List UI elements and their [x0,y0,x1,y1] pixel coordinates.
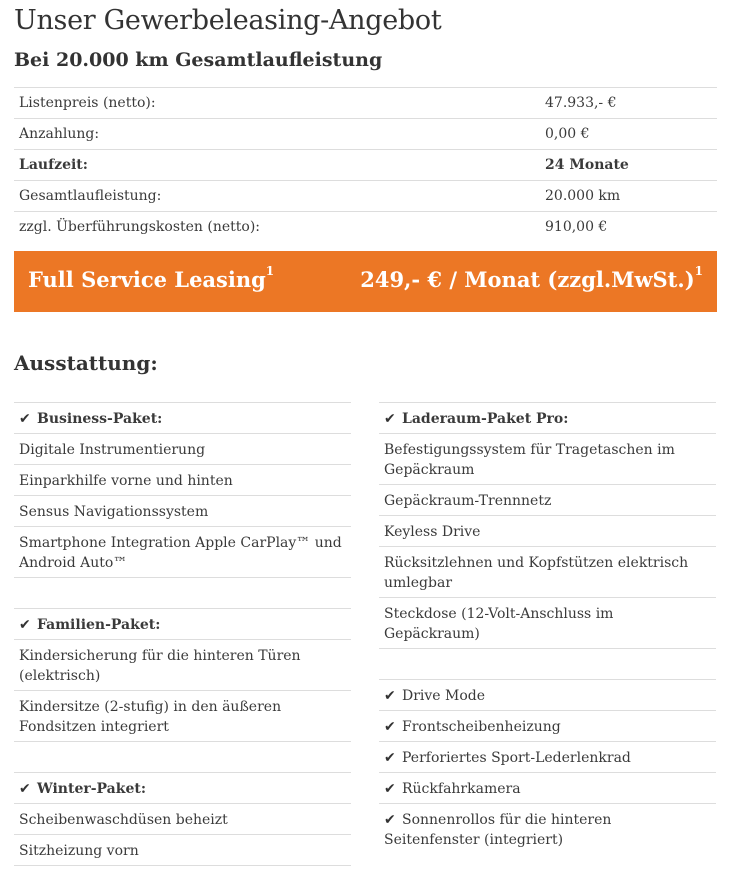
check-icon: ✔ [19,617,31,633]
check-icon: ✔ [384,781,396,797]
feature-item [379,710,716,741]
list-item: Smartphone Integration Apple CarPlay™ und Android Auto™ [14,526,351,577]
equipment-column-left [14,402,351,866]
feature-label: Rückfahrkamera [402,781,521,797]
check-icon: ✔ [384,812,396,828]
specs-table [14,87,717,242]
package-header-winter [14,772,351,803]
list-item: Rücksitzlehnen und Kopfstützen elektrisch umlegbar [379,546,716,597]
banner-price-wrap [360,264,703,292]
list-item: Kindersicherung für die hinteren Türen (elektrisch) [14,639,351,690]
equipment-heading: Ausstattung: [14,351,158,375]
spec-value: 0,00 € [539,119,717,150]
spec-label: Listenpreis (netto): [14,88,539,119]
list-item: Scheibenwaschdüsen beheizt [14,803,351,834]
package-title: Laderaum-Paket Pro: [402,411,569,427]
list-item: Einparkhilfe vorne und hinten [14,464,351,495]
package-header-family [14,608,351,639]
package-header-cargo [379,402,716,433]
feature-item [379,772,716,803]
check-icon: ✔ [384,750,396,766]
spec-row-mileage [14,181,717,212]
feature-label: Sonnenrollos für die hinteren Seitenfenster (integriert) [384,812,612,848]
list-item: Sensus Navigationssystem [14,495,351,526]
feature-item [379,803,716,854]
list-item: Sitzheizung vorn [14,834,351,865]
spec-label: Gesamtlaufleistung: [14,181,539,212]
check-icon: ✔ [19,411,31,427]
spacer-row [14,741,351,772]
page-subtitle: Bei 20.000 km Gesamtlaufleistung [14,49,383,71]
price-banner [14,251,717,312]
footnote-marker: 1 [265,264,275,278]
spec-value: 47.933,- € [539,88,717,119]
spec-row-downpayment [14,119,717,150]
equipment-column-right [379,402,716,854]
spec-label: zzgl. Überführungskosten (netto): [14,212,539,243]
list-item: Befestigungssystem für Tragetaschen im Gepäckraum [379,433,716,484]
list-item: Gepäckraum-Trennnetz [379,484,716,515]
spec-value: 20.000 km [539,181,717,212]
list-item: Kindersitze (2-stufig) in den äußeren Fondsitzen integriert [14,690,351,741]
feature-label: Frontscheibenheizung [402,719,561,735]
banner-label: Full Service Leasing [28,267,266,292]
spacer-row [379,648,716,679]
feature-label: Perforiertes Sport-Lederlenkrad [402,750,631,766]
spec-value: 910,00 € [539,212,717,243]
feature-item [379,741,716,772]
feature-label: Drive Mode [402,688,486,704]
footnote-marker: 1 [694,264,703,278]
spec-row-listprice [14,88,717,119]
package-title: Winter-Paket: [37,781,146,797]
page-title: Unser Gewerbeleasing-Angebot [14,5,442,36]
check-icon: ✔ [19,781,31,797]
check-icon: ✔ [384,411,396,427]
spec-label: Laufzeit: [14,150,539,181]
spacer-row [14,577,351,608]
banner-price: 249,- € / Monat (zzgl.MwSt.) [360,267,695,292]
list-item: Steckdose (12-Volt-Anschluss im Gepäckraum) [379,597,716,648]
divider [14,865,351,866]
spec-value: 24 Monate [539,150,717,181]
package-title: Business-Paket: [37,411,163,427]
spec-row-term [14,150,717,181]
package-header-business [14,402,351,433]
check-icon: ✔ [384,688,396,704]
spec-row-transfer-costs [14,212,717,243]
list-item: Keyless Drive [379,515,716,546]
banner-label-wrap [28,264,275,292]
feature-item [379,679,716,710]
package-title: Familien-Paket: [37,617,161,633]
spec-label: Anzahlung: [14,119,539,150]
check-icon: ✔ [384,719,396,735]
list-item: Digitale Instrumentierung [14,433,351,464]
